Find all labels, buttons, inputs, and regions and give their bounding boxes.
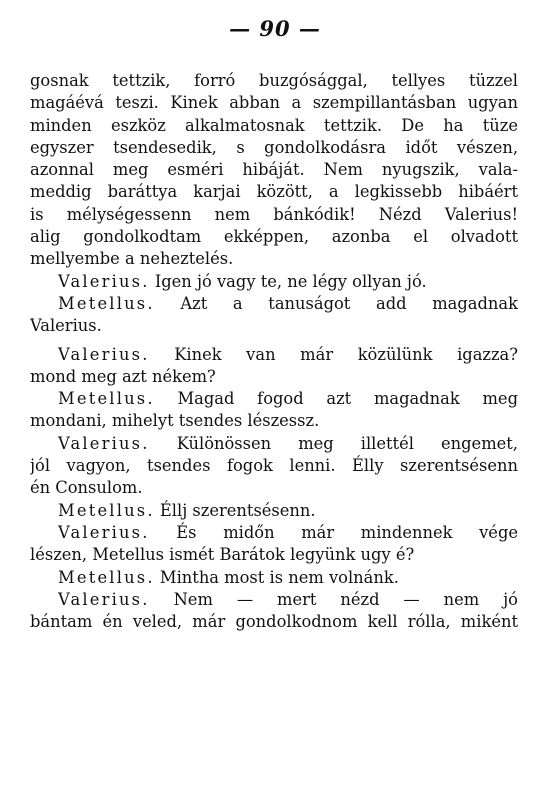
dialogue-text: Mintha most is nem volnánk. <box>159 567 399 587</box>
speaker-name: Metellus. <box>58 567 155 587</box>
text-line: Valerius. <box>30 316 102 336</box>
speaker-name: Valerius. <box>58 589 150 609</box>
speaker-name: Valerius. <box>58 344 150 364</box>
text-line: is mélységessenn nem bánkódik! Nézd Valerius! <box>30 204 518 224</box>
text-line: jól vagyon, tsendes fogok lenni. Élly szerentsésenn <box>30 456 518 476</box>
text-line: meddig baráttya karjai között, a legkissebb hibáért <box>30 182 518 202</box>
dialogue-line <box>30 344 518 366</box>
dialogue-line <box>30 271 518 293</box>
dialogue-text: Kinek van már közülünk igazza? <box>174 344 518 364</box>
speaker-name: Metellus. <box>58 500 155 520</box>
text-line: minden eszköz alkalmatosnak tettzik. De ha tüze <box>30 115 518 135</box>
dialogue-text: Azt a tanuságot add magadnak <box>180 293 518 313</box>
dialogue-text: Nem — mert nézd — nem jó <box>173 589 518 609</box>
text-line: lészen, Metellus ismét Barátok legyünk ugy é? <box>30 545 415 565</box>
text-line: alig gondolkodtam ekképpen, azonba el olvadott <box>30 227 518 247</box>
speaker-name: Valerius. <box>58 433 150 453</box>
speaker-name: Valerius. <box>58 522 150 542</box>
dialogue-line <box>30 293 518 315</box>
text-line: magáévá teszi. Kinek abban a szempillantásban ugyan <box>30 93 518 113</box>
page-text <box>30 70 518 633</box>
dialogue-text: Magad fogod azt magadnak meg <box>177 389 518 409</box>
text-line: gosnak tettzik, forró buzgósággal, tellyes tüzzel <box>30 71 518 90</box>
dialogue-text: Igen jó vagy te, ne légy ollyan jó. <box>154 271 427 291</box>
text-line: bántam én veled, már gondolkodnom kell rólla, miként <box>30 612 518 632</box>
dialogue-line <box>30 433 518 455</box>
text-line: én Consulom. <box>30 478 143 498</box>
text-line: mond meg azt nékem? <box>30 366 216 386</box>
text-line: egyszer tsendesedik, s gondolkodásra időt vészen, <box>30 137 518 157</box>
dialogue-line <box>30 567 518 589</box>
dialogue-text: Éllj szerentsésenn. <box>159 500 316 520</box>
dialogue-text: És midőn már mindennek vége <box>176 522 518 542</box>
speaker-name: Valerius. <box>58 271 150 291</box>
dialogue-text: Különössen meg illettél engemet, <box>176 433 518 453</box>
text-line: azonnal meg esméri hibáját. Nem nyugszik, vala- <box>30 160 518 180</box>
speaker-name: Metellus. <box>58 293 155 313</box>
dialogue-line <box>30 388 518 410</box>
dialogue-line <box>30 589 518 611</box>
dialogue-line <box>30 500 518 522</box>
text-line: mellyembe a neheztelés. <box>30 249 234 269</box>
speaker-name: Metellus. <box>58 389 155 409</box>
page-number: — 90 — <box>229 16 321 41</box>
text-line: mondani, mihelyt tsendes lészessz. <box>30 411 320 431</box>
dialogue-line <box>30 522 518 544</box>
